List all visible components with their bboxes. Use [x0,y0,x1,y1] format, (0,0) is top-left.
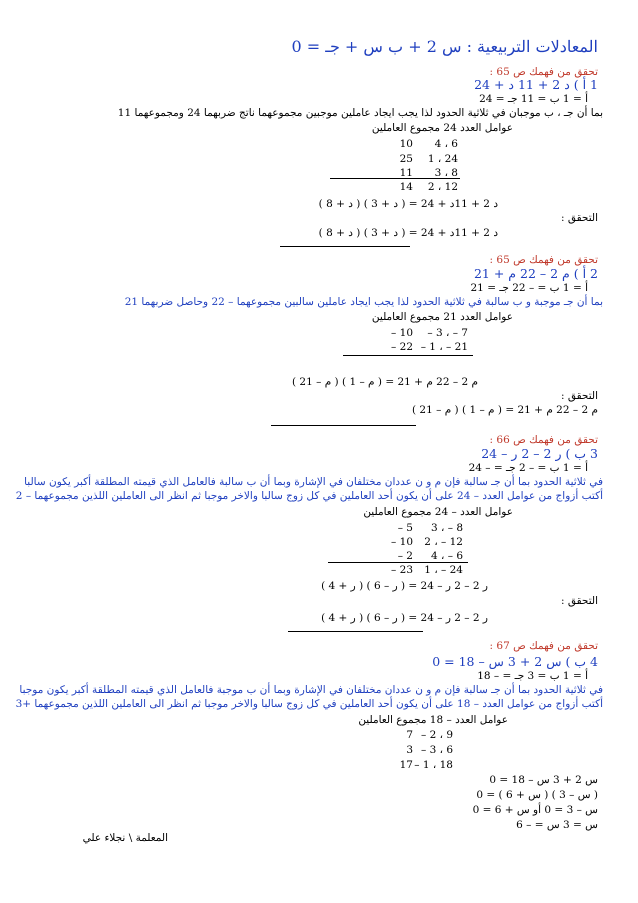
table-divider [330,178,460,179]
table-row-factors: – 3 ، – 7 [427,327,468,339]
section-4-step-1: س 2 + 3 س – 18 = 0 [489,774,598,786]
table-divider [328,562,468,563]
table-row-sum: – 23 [391,564,413,576]
table-row-sum: 17 [399,759,413,771]
section-1-coefficients: أ = 1 ب = 11 جـ = 24 [479,93,588,105]
table-row-sum: 11 [399,167,413,179]
section-2-explanation: بما أن جـ موجبة و ب سالبة في ثلاثية الحدود لذا يجب ايجاد عاملين سالبين مجموعهما – 22 وحاصل ضربهما 21 [124,296,603,308]
section-2-check-label: التحقق : [560,390,598,402]
table-row-sum: 7 [406,729,413,741]
section-2-factored: م 2 – 22 م + 21 = ( م – 1 ) ( م – 21 ) [291,376,478,388]
section-2-table-header: عوامل العدد 21 مجموع العاملين [371,311,513,323]
section-3-explanation: في ثلاثية الحدود بما أن جـ سالبة فإن م و ن عددان مختلفان في الإشارة وبما أن ب سالبة فالعامل الذي قيمته المطلقة أكبر يكون سالبا [24,476,603,488]
table-row-sum: – 2 [397,550,413,562]
table-row-factors: 4 ، 6 [434,138,458,150]
section-3-problem: 3 ب ) ر 2 – 2 ر – 24 [481,446,598,461]
section-1-problem: 1 أ ) د 2 + 11 د + 24 [474,77,598,92]
table-row-sum: 3 [406,744,413,756]
table-row-sum: 25 [399,153,413,165]
section-3-heading: تحقق من فهمك ص 66 : [489,434,598,446]
section-3-table-header: عوامل العدد – 24 مجموع العاملين [363,506,513,518]
section-1-table-header: عوامل العدد 24 مجموع العاملين [371,122,513,134]
section-3-factored: ر 2 – 2 ر – 24 = ( ر – 6 ) ( ر + 4 ) [321,580,488,592]
section-2-coefficients: أ = 1 ب = – 22 جـ = 21 [470,282,588,294]
table-row-factors: – 1 ، – 21 [420,341,468,353]
teacher-signature: المعلمة \ نجلاء علي [82,832,168,844]
table-row-factors: 2 ، 12 [427,181,458,193]
table-row-factors: – 3 ، 6 [420,744,453,756]
table-row-sum: – 22 [391,341,413,353]
section-separator [288,631,423,632]
table-row-sum: – 5 [397,522,413,534]
table-row-factors: – 2 ، 9 [420,729,453,741]
table-row-sum: 14 [399,181,413,193]
table-row-factors: 1 ، – 24 [424,564,463,576]
section-4-step-4: س = 3 س = – 6 [516,819,598,831]
section-4-step-2: ( س – 3 ) ( س + 6 ) = 0 [476,789,598,801]
section-4-table-header: عوامل العدد – 18 مجموع العاملين [358,714,508,726]
table-divider [343,355,473,356]
section-4-coefficients: أ = 1 ب = 3 جـ = – 18 [477,670,588,682]
section-1-check: د 2 + 11د + 24 = ( د + 3 ) ( د + 8 ) [318,227,498,239]
section-4-explanation-2: أكتب أزواج من عوامل العدد – 18 على أن يكون أحد العاملين في كل زوج سالبا والاخر موجبا ثم انظر الى العاملين اللذين مجموعهما +3 [15,698,603,710]
table-row-factors: 3 ، 8 [434,167,458,179]
table-row-factors: 1 ، 24 [427,153,458,165]
section-1-factored: د 2 + 11د + 24 = ( د + 3 ) ( د + 8 ) [318,198,498,210]
table-row-factors: – 1 ، 18 [414,759,453,771]
section-4-heading: تحقق من فهمك ص 67 : [489,640,598,652]
table-row-sum: – 10 [391,327,413,339]
section-2-heading: تحقق من فهمك ص 65 : [489,254,598,266]
section-4-problem: 4 ب ) س 2 + 3 س – 18 = 0 [432,654,598,669]
table-row-sum: – 10 [391,536,413,548]
table-row-sum: 10 [399,138,413,150]
section-3-check: ر 2 – 2 ر – 24 = ( ر – 6 ) ( ر + 4 ) [321,612,488,624]
section-3-check-label: التحقق : [560,595,598,607]
section-1-explanation: بما أن جـ ، ب موجبان في ثلاثية الحدود لذا يجب ايجاد عاملين موجبين مجموعهما ناتج ضربهما 24 ومجموعهما 11 [117,107,603,119]
section-3-coefficients: أ = 1 ب = – 2 جـ = – 24 [468,462,588,474]
section-separator [280,246,410,247]
section-2-problem: 2 أ ) م 2 – 22 م + 21 [473,266,598,281]
section-separator [271,425,416,426]
section-1-check-label: التحقق : [560,212,598,224]
section-2-check: م 2 – 22 م + 21 = ( م – 1 ) ( م – 21 ) [411,404,598,416]
section-1-heading: تحقق من فهمك ص 65 : [489,66,598,78]
table-row-factors: 4 ، – 6 [430,550,463,562]
section-3-explanation-2: أكتب أزواج من عوامل العدد – 24 على أن يكون أحد العاملين في كل زوج سالبا والاخر موجبا ثم انظر الى العاملين اللذين مجموعهما – 2 [15,490,603,502]
section-4-step-3: س – 3 = 0 أو س + 6 = 0 [472,804,598,816]
table-row-factors: 2 ، – 12 [424,536,463,548]
page-title: المعادلات التربيعية : س 2 + ب س + جـ = 0 [291,37,598,56]
section-4-explanation: في ثلاثية الحدود بما أن جـ سالبة فإن م و ن عددان مختلفان في الإشارة وبما أن ب موجبة فالعامل الذي قيمته المطلقة أكبر يكون موجبا [19,684,603,696]
table-row-factors: 3 ، – 8 [430,522,463,534]
